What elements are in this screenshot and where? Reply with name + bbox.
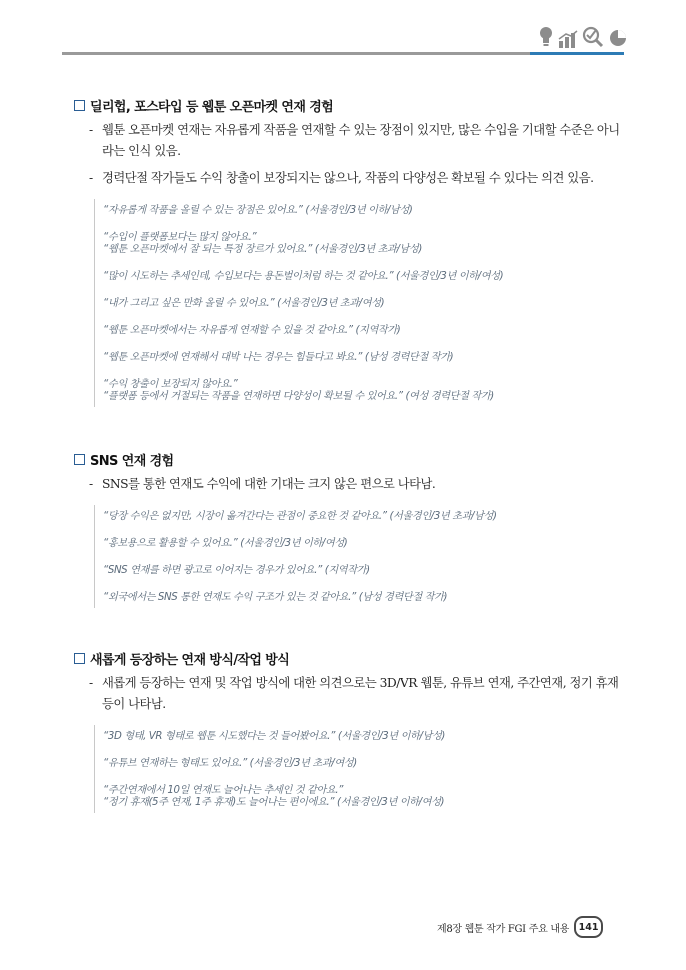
quote-line: “자유롭게 작품을 올릴 수 있는 장점은 있어요.” (서울경인/3년 이하/남성) [103,205,413,216]
quote-line: “홍보용으로 활용할 수 있어요.” (서울경인/3년 이하/여성) [103,538,348,549]
header-icon-group [538,24,628,48]
quote-block [94,505,622,608]
quote-group [103,325,622,337]
section-title: 딜리헙, 포스타입 등 웹툰 오픈마켓 연재 경험 [90,99,334,115]
quote-group [103,379,622,403]
quote-group [103,785,622,809]
bullet-item [62,474,622,495]
quote-block [94,199,622,407]
quote-line: “플랫폼 등에서 거절되는 작품을 연재하면 다양성이 확보될 수 있어요.” (여성 경력단절 작가) [103,391,494,402]
chapter-label: 제8장 웹툰 작가 FGI 주요 내용 [437,923,570,935]
dash-marker: - [89,171,93,185]
lightbulb-icon [538,26,554,48]
quote-line: “웹툰 오픈마켓에서는 자유롭게 연재할 수 있을 것 같아요.” (지역작가) [103,325,401,336]
bullet-item [62,120,622,162]
quote-group [103,352,622,364]
bullet-item [62,168,622,189]
bullet-text: 새롭게 등장하는 연재 및 작업 방식에 대한 의견으로는 3D/VR 웹툰, 유튜브 연재, 주간연재, 정기 휴재 등이 나타남. [102,676,619,711]
section-heading [62,95,622,115]
section-sns [62,449,622,608]
quote-line: “웹툰 오픈마켓에서 잘 되는 특정 장르가 있어요.” (서울경인/3년 초과/남성) [103,244,422,255]
bullet-text: SNS를 통한 연재도 수익에 대한 기대는 크지 않은 편으로 나타남. [102,477,436,491]
quote-group [103,538,622,550]
quote-group [103,758,622,770]
dash-marker: - [89,477,93,491]
quote-block [94,725,622,813]
quote-group [103,298,622,310]
section-title: 새롭게 등장하는 연재 방식/작업 방식 [90,652,290,668]
header-rule-gray [62,52,530,55]
quote-group [103,592,622,604]
bullet-text: 웹툰 오픈마켓 연재는 자유롭게 작품을 연재할 수 있는 장점이 있지만, 많은 수입을 기대할 수준은 아니라는 인식 있음. [102,123,620,158]
quote-line: “수입이 플랫폼보다는 많지 않아요.” [103,232,257,243]
quote-line: “SNS 연재를 하면 광고로 이어지는 경우가 있어요.” (지역작가) [103,565,370,576]
quote-line: “수익 창출이 보장되지 않아요.” [103,379,238,390]
section-title: SNS 연재 경험 [90,453,174,469]
quote-group [103,232,622,256]
quote-line: “유튜브 연재하는 형태도 있어요.” (서울경인/3년 초과/여성) [103,758,357,769]
quote-line: “많이 시도하는 추세인데, 수입보다는 용돈벌이처럼 하는 것 같아요.” (서울경인/3년 이하/여성) [103,271,504,282]
quote-line: “웹툰 오픈마켓에 연재해서 대박 나는 경우는 힘들다고 봐요.” (남성 경력단절 작가) [103,352,454,363]
header-rule-blue [530,52,624,55]
section-open-market [62,95,622,407]
quote-group [103,565,622,577]
quote-group [103,731,622,743]
checkbox-square-icon [74,653,85,664]
page-footer [437,916,603,938]
bullet-item [62,673,622,715]
quote-line: “정기 휴재(5주 연재, 1주 휴재)도 늘어나는 편이에요.” (서울경인/3년 이하/여성) [103,797,445,808]
dash-marker: - [89,676,93,690]
magnifier-check-icon [582,26,604,48]
quote-group [103,511,622,523]
dash-marker: - [89,123,93,137]
quote-line: “외국에서는 SNS 통한 연재도 수익 구조가 있는 것 같아요.” (남성 경력단절 작가) [103,592,448,603]
quote-group [103,205,622,217]
quote-line: “3D 형태, VR 형태로 웹툰 시도했다는 것 들어봤어요.” (서울경인/3년 이하/남성) [103,731,445,742]
checkbox-square-icon [74,454,85,465]
quote-line: “내가 그리고 싶은 만화 올릴 수 있어요.” (서울경인/3년 초과/여성) [103,298,385,309]
page-number: 141 [574,916,603,938]
section-heading [62,648,622,668]
checkbox-square-icon [74,100,85,111]
bullet-text: 경력단절 작가들도 수익 창출이 보장되지는 않으나, 작품의 다양성은 확보될 수 있다는 의견 있음. [102,171,594,185]
quote-group [103,271,622,283]
quote-line: “당장 수익은 없지만, 시장이 옮겨간다는 관점이 중요한 것 같아요.” (서울경인/3년 초과/남성) [103,511,497,522]
pie-chart-icon [608,28,628,48]
section-new-methods [62,648,622,813]
bar-chart-icon [558,30,578,48]
section-heading [62,449,622,469]
quote-line: “주간연재에서 10일 연재도 늘어나는 추세인 것 같아요.” [103,785,344,796]
